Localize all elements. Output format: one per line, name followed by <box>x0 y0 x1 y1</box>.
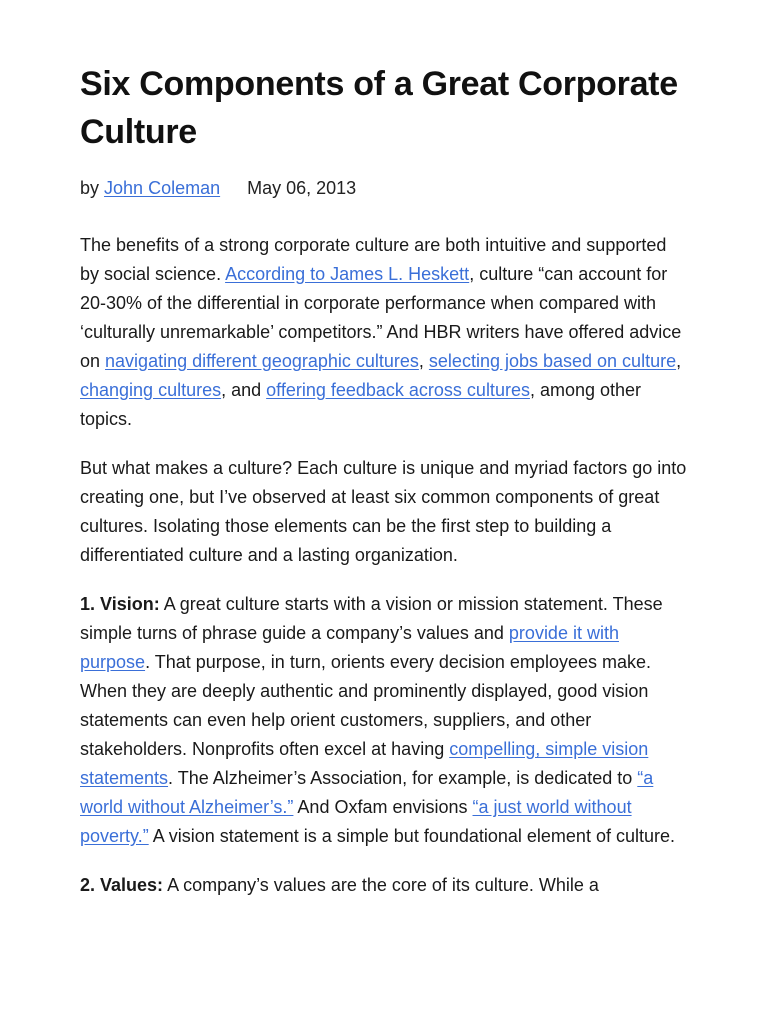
paragraph-what-makes-culture: But what makes a culture? Each culture is unique and myriad factors go into creating one, but I’ve observed at least six common components of great cultures. Isolating those elements can be the first step to building a differentiated culture and a lasting organization. <box>80 458 687 565</box>
text-segment: A great culture starts with a vision or mission statement. These simple turns of phrase guide a company’s values and <box>80 594 663 643</box>
text-segment: . The Alzheimer’s Association, for example, is dedicated to <box>168 768 638 788</box>
oxfam-link[interactable]: “a just world without poverty.” <box>80 797 632 846</box>
text-segment: , among other topics. <box>80 380 642 429</box>
text-segment: And Oxfam envisions <box>293 797 473 817</box>
paragraph-intro <box>80 231 688 434</box>
provide-purpose-link[interactable]: provide it with purpose <box>80 623 619 672</box>
feedback-across-cultures-link[interactable]: offering feedback across cultures <box>266 380 530 400</box>
byline-prefix: by <box>80 178 100 198</box>
publish-date: May 06, 2013 <box>247 178 357 198</box>
alzheimers-link[interactable]: “a world without Alzheimer’s.” <box>80 768 654 817</box>
text-segment: , culture “can account for 20-30% of the differential in corporate performance when compared with ‘culturally unremarkable’ competitors.” And HBR writers have offered advice on <box>80 264 682 371</box>
heskett-link[interactable]: According to James L. Heskett <box>225 264 470 284</box>
geographic-cultures-link[interactable]: navigating different geographic cultures <box>105 351 419 371</box>
paragraph-vision <box>80 590 688 851</box>
text-segment: A company’s values are the core of its culture. While a <box>163 875 599 895</box>
text-segment: The benefits of a strong corporate culture are both intuitive and supported by social science. <box>80 235 667 284</box>
paragraph-values <box>80 871 688 900</box>
section-heading-values: 2. Values: <box>80 875 164 895</box>
author-link[interactable]: John Coleman <box>104 178 221 198</box>
text-segment: , and <box>221 380 267 400</box>
vision-statements-link[interactable]: compelling, simple vision statements <box>80 739 649 788</box>
section-heading-vision: 1. Vision: <box>80 594 160 614</box>
text-segment: . That purpose, in turn, orients every decision employees make. When they are deeply authentic and prominently displayed, good vision statements can even help orient customers, suppliers, and other stakeholders. Nonprofits often excel at having <box>80 652 651 759</box>
text-segment: A vision statement is a simple but foundational element of culture. <box>148 826 675 846</box>
changing-cultures-link[interactable]: changing cultures <box>80 380 222 400</box>
selecting-jobs-link[interactable]: selecting jobs based on culture <box>428 351 677 371</box>
text-segment: , <box>418 351 429 371</box>
text-segment: , <box>676 351 682 371</box>
byline <box>80 175 688 201</box>
article-title: Six Components of a Great Corporate Culture <box>80 65 678 151</box>
